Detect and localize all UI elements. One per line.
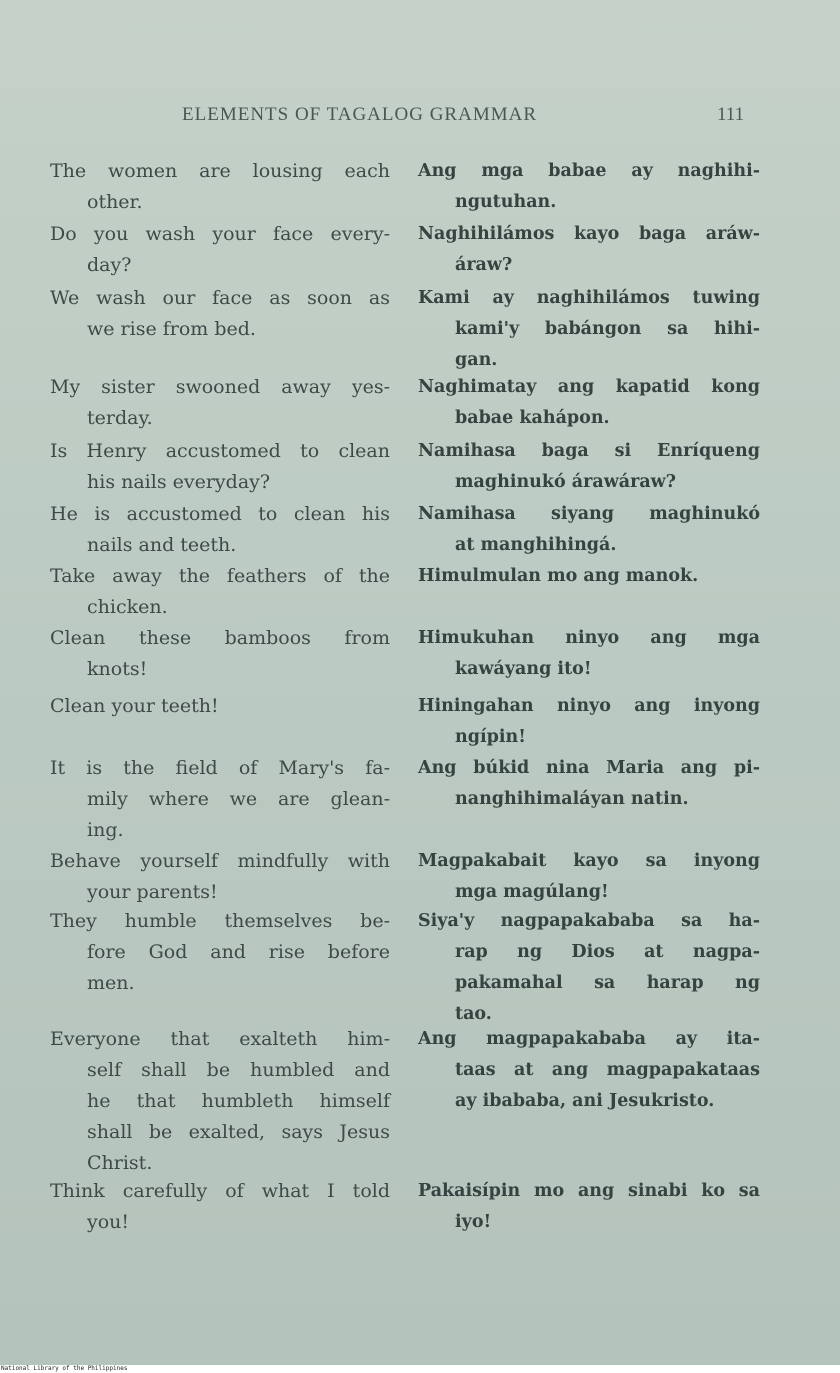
english-line: fore God and rise before [87,941,390,963]
tagalog-line: kami'y babángon sa hihi- [455,319,760,339]
english-line: Is Henry accustomed to clean [50,440,390,462]
english-line: terday. [87,407,153,429]
english-line: Christ. [87,1152,153,1174]
tagalog-line: iyo! [455,1212,492,1232]
english-line: He is accustomed to clean his [50,503,390,525]
tagalog-sentence [418,561,760,592]
english-line: you! [87,1211,130,1233]
english-sentence [50,691,390,722]
english-sentence [50,283,390,345]
english-line: Take away the feathers of the [50,565,390,587]
tagalog-line: nanghihimaláyan natin. [455,789,689,809]
english-sentence [50,1176,390,1238]
tagalog-sentence [418,372,760,434]
tagalog-line: mga magúlang! [455,882,609,902]
tagalog-sentence [418,846,760,908]
running-header-title: ELEMENTS OF TAGALOG GRAMMAR [182,104,538,125]
tagalog-sentence [418,219,760,281]
tagalog-line: at manghihingá. [455,535,617,555]
english-line: nails and teeth. [87,534,237,556]
tagalog-line: Ang magpapakababa ay ita- [418,1029,760,1049]
english-line: he that humbleth himself [87,1090,390,1112]
english-line: we rise from bed. [87,318,256,340]
tagalog-line: Namihasa baga si Enríqueng [418,441,760,461]
tagalog-line: Naghimatay ang kapatid kong [418,377,760,397]
tagalog-line: Ang búkid nina Maria ang pi- [418,758,760,778]
tagalog-line: áraw? [455,255,513,275]
tagalog-sentence [418,1176,760,1238]
tagalog-line: Pakaisípin mo ang sinabi ko sa [418,1181,760,1201]
tagalog-line: Himulmulan mo ang manok. [418,566,699,586]
english-sentence [50,499,390,561]
tagalog-sentence [418,499,760,561]
english-line: self shall be humbled and [87,1059,390,1081]
tagalog-sentence [418,1024,760,1117]
english-line: Everyone that exalteth him- [50,1028,390,1050]
english-line: your parents! [87,881,218,903]
tagalog-line: rap ng Dios at nagpa- [455,942,760,962]
tagalog-sentence [418,283,760,376]
tagalog-line: tao. [455,1004,492,1024]
english-sentence [50,372,390,434]
english-sentence [50,623,390,685]
tagalog-line: Hiningahan ninyo ang inyong [418,696,760,716]
english-line: The women are lousing each [50,160,390,182]
english-line: Do you wash your face every- [50,223,390,245]
english-line: It is the field of Mary's fa- [50,757,390,779]
english-line: mily where we are glean- [87,788,390,810]
english-line: My sister swooned away yes- [50,376,390,398]
english-line: knots! [87,658,148,680]
english-line: They humble themselves be- [50,910,390,932]
tagalog-sentence [418,436,760,498]
english-line: other. [87,191,143,213]
tagalog-line: gan. [455,350,498,370]
tagalog-sentence [418,691,760,753]
english-sentence [50,156,390,218]
english-sentence [50,1024,390,1179]
english-sentence [50,846,390,908]
english-line: men. [87,972,135,994]
page-number: 111 [717,104,745,125]
tagalog-line: taas at ang magpapakataas [455,1060,760,1080]
tagalog-line: babae kahápon. [455,408,610,428]
english-line: Clean these bamboos from [50,627,390,649]
english-sentence [50,753,390,846]
english-line: day? [87,254,132,276]
tagalog-sentence [418,906,760,1030]
tagalog-line: ngutuhan. [455,192,557,212]
english-line: Behave yourself mindfully with [50,850,390,872]
english-line: Clean your teeth! [50,695,219,717]
tagalog-line: Ang mga babae ay naghihi- [418,161,760,181]
english-sentence [50,906,390,999]
tagalog-sentence [418,623,760,685]
tagalog-line: ngípin! [455,727,526,747]
tagalog-line: maghinukó árawáraw? [455,472,676,492]
tagalog-line: Himukuhan ninyo ang mga [418,628,760,648]
tagalog-line: Naghihilámos kayo baga aráw- [418,224,760,244]
tagalog-line: pakamahal sa harap ng [455,973,760,993]
tagalog-sentence [418,753,760,815]
english-line: ing. [87,819,124,841]
english-line: We wash our face as soon as [50,287,390,309]
library-credit: National Library of the Philippines [0,1365,840,1373]
english-line: shall be exalted, says Jesus [87,1121,390,1143]
english-line: chicken. [87,596,168,618]
tagalog-line: ay ibababa, ani Jesukristo. [455,1091,715,1111]
english-sentence [50,436,390,498]
english-sentence [50,219,390,281]
tagalog-line: Namihasa siyang maghinukó [418,504,760,524]
tagalog-line: Kami ay naghihilámos tuwing [418,288,760,308]
tagalog-line: Magpakabait kayo sa inyong [418,851,760,871]
english-line: his nails everyday? [87,471,271,493]
tagalog-sentence [418,156,760,218]
tagalog-line: Siya'y nagpapakababa sa ha- [418,911,760,931]
tagalog-line: kawáyang ito! [455,659,592,679]
english-sentence [50,561,390,623]
english-line: Think carefully of what I told [50,1180,390,1202]
